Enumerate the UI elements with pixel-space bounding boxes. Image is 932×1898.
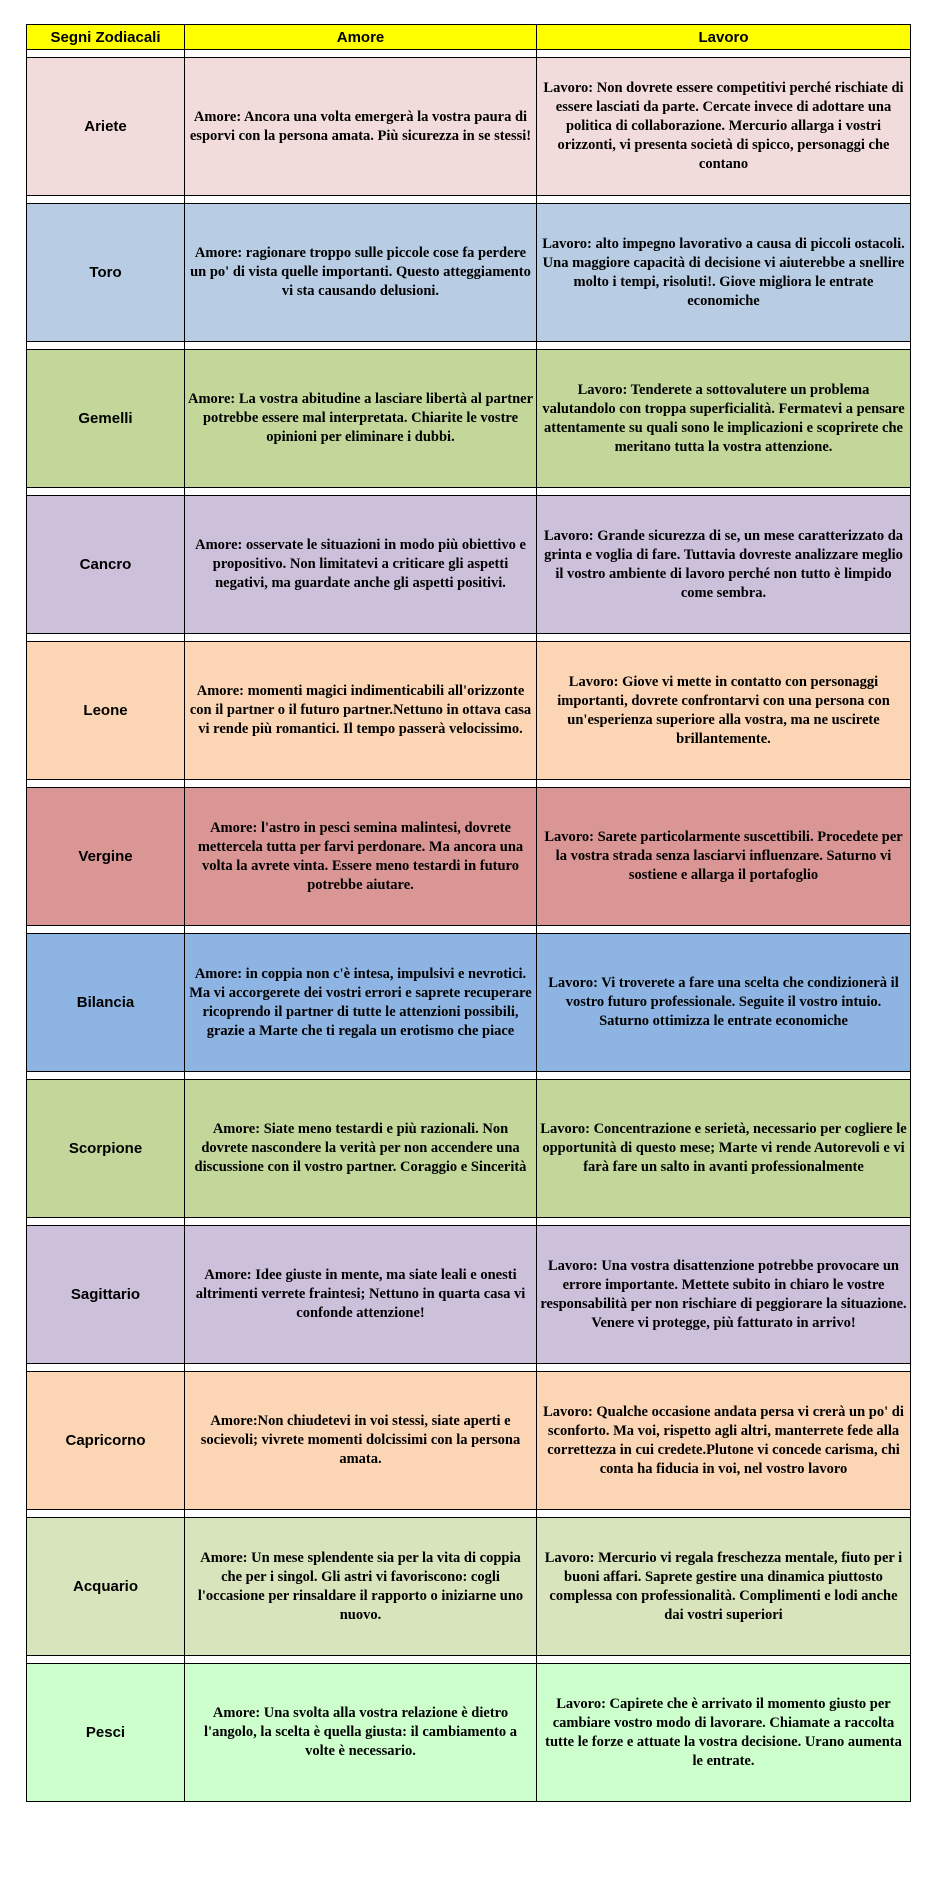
- spacer-cell: [27, 342, 185, 350]
- spacer-cell: [185, 634, 537, 642]
- spacer-cell: [537, 1218, 911, 1226]
- sign-name: Toro: [27, 204, 185, 342]
- lavoro-text: Lavoro: Tenderete a sottovalutere un problema valutandolo con troppa superficialità. Fermatevi a pensare attentamente su quali sono le implicazioni e scoprirete che meritano tutta la vostra attenzione.: [537, 350, 911, 488]
- spacer-row: [27, 1364, 911, 1372]
- horoscope-table-container: [26, 24, 910, 1802]
- spacer-cell: [537, 1364, 911, 1372]
- sign-name: Gemelli: [27, 350, 185, 488]
- sign-name: Leone: [27, 642, 185, 780]
- spacer-cell: [185, 1364, 537, 1372]
- spacer-cell: [185, 50, 537, 58]
- sign-row: [27, 1080, 911, 1218]
- sign-row: [27, 204, 911, 342]
- spacer-row: [27, 1218, 911, 1226]
- sign-row: [27, 350, 911, 488]
- spacer-cell: [185, 780, 537, 788]
- sign-row: [27, 1664, 911, 1802]
- amore-text: Amore: momenti magici indimenticabili all'orizzonte con il partner o il futuro partner.Nettuno in ottava casa vi rende più romantici. Il tempo passerà velocissimo.: [185, 642, 537, 780]
- lavoro-text: Lavoro: Capirete che è arrivato il momento giusto per cambiare vostro modo di lavorare. Chiamate a raccolta tutte le forze e attuate la vostra decisione. Urano aumenta le entrate.: [537, 1664, 911, 1802]
- amore-text: Amore: in coppia non c'è intesa, impulsivi e nevrotici. Ma vi accorgerete dei vostri errori e saprete recuperare ricoprendo il partner di tutte le attenzioni possibili, grazie a Marte che ti regala un erotismo che piace: [185, 934, 537, 1072]
- spacer-row: [27, 342, 911, 350]
- spacer-cell: [27, 1656, 185, 1664]
- amore-text: Amore: Siate meno testardi e più razionali. Non dovrete nascondere la verità per non accendere una discussione con il vostro partner. Coraggio e Sincerità: [185, 1080, 537, 1218]
- amore-text: Amore: l'astro in pesci semina malintesi, dovrete mettercela tutta per farvi perdonare. Ma ancora una volta la avrete vinta. Essere meno testardi in futuro potrebbe aiutare.: [185, 788, 537, 926]
- spacer-row: [27, 1510, 911, 1518]
- spacer-row: [27, 196, 911, 204]
- lavoro-text: Lavoro: Vi troverete a fare una scelta che condizionerà il vostro futuro professionale. Seguite il vostro intuio. Saturno ottimizza le entrate economiche: [537, 934, 911, 1072]
- spacer-cell: [27, 1510, 185, 1518]
- amore-text: Amore:Non chiudetevi in voi stessi, siate aperti e socievoli; vivrete momenti dolcissimi con la persona amata.: [185, 1372, 537, 1510]
- spacer-cell: [537, 1656, 911, 1664]
- sign-name: Ariete: [27, 58, 185, 196]
- horoscope-table: [26, 24, 911, 1802]
- sign-name: Sagittario: [27, 1226, 185, 1364]
- amore-text: Amore: osservate le situazioni in modo più obiettivo e propositivo. Non limitatevi a criticare gli aspetti negativi, ma guardate anche gli aspetti positivi.: [185, 496, 537, 634]
- sign-row: [27, 1372, 911, 1510]
- sign-row: [27, 642, 911, 780]
- sign-name: Vergine: [27, 788, 185, 926]
- spacer-row: [27, 488, 911, 496]
- spacer-row: [27, 780, 911, 788]
- sign-name: Acquario: [27, 1518, 185, 1656]
- spacer-cell: [27, 1072, 185, 1080]
- spacer-cell: [537, 634, 911, 642]
- sign-name: Scorpione: [27, 1080, 185, 1218]
- spacer-row: [27, 1656, 911, 1664]
- sign-row: [27, 1226, 911, 1364]
- spacer-row: [27, 1072, 911, 1080]
- lavoro-text: Lavoro: Concentrazione e serietà, necessario per cogliere le opportunità di questo mese; Marte vi rende Autorevoli e vi farà fare un salto in avanti professionalmente: [537, 1080, 911, 1218]
- header-signs: Segni Zodiacali: [27, 25, 185, 50]
- sign-name: Bilancia: [27, 934, 185, 1072]
- spacer-cell: [185, 1218, 537, 1226]
- sign-row: [27, 1518, 911, 1656]
- amore-text: Amore: Idee giuste in mente, ma siate leali e onesti altrimenti verrete fraintesi; Nettuno in quarta casa vi confonde attenzione!: [185, 1226, 537, 1364]
- lavoro-text: Lavoro: Non dovrete essere competitivi perché rischiate di essere lasciati da parte. Cercate invece di adottare una politica di collaborazione. Mercurio allarga i vostri orizzonti, vi presenta società di spicco, personaggi che contano: [537, 58, 911, 196]
- spacer-cell: [537, 1510, 911, 1518]
- lavoro-text: Lavoro: Mercurio vi regala freschezza mentale, fiuto per i buoni affari. Saprete gestire una dinamica piuttosto complessa con professionalità. Complimenti e lodi anche dai vostri superiori: [537, 1518, 911, 1656]
- horoscope-body: [27, 50, 911, 1802]
- spacer-cell: [185, 926, 537, 934]
- header-row: [27, 25, 911, 50]
- spacer-cell: [185, 1656, 537, 1664]
- spacer-cell: [27, 1218, 185, 1226]
- spacer-cell: [185, 488, 537, 496]
- spacer-cell: [537, 50, 911, 58]
- sign-name: Pesci: [27, 1664, 185, 1802]
- spacer-cell: [185, 1510, 537, 1518]
- lavoro-text: Lavoro: Sarete particolarmente suscettibili. Procedete per la vostra strada senza lasciarvi influenzare. Saturno vi sostiene e allarga il portafoglio: [537, 788, 911, 926]
- spacer-row: [27, 926, 911, 934]
- header-amore: Amore: [185, 25, 537, 50]
- lavoro-text: Lavoro: Grande sicurezza di se, un mese caratterizzato da grinta e voglia di fare. Tuttavia dovreste analizzare meglio il vostro ambiente di lavoro perché non tutto è limpido come sembra.: [537, 496, 911, 634]
- spacer-cell: [27, 488, 185, 496]
- sign-name: Cancro: [27, 496, 185, 634]
- spacer-row: [27, 50, 911, 58]
- sign-name: Capricorno: [27, 1372, 185, 1510]
- spacer-cell: [27, 634, 185, 642]
- spacer-cell: [185, 1072, 537, 1080]
- spacer-cell: [27, 1364, 185, 1372]
- sign-row: [27, 58, 911, 196]
- spacer-cell: [537, 488, 911, 496]
- header-lavoro: Lavoro: [537, 25, 911, 50]
- lavoro-text: Lavoro: Una vostra disattenzione potrebbe provocare un errore importante. Mettete subito in chiaro le vostre responsabilità per non rischiare di peggiorare la situazione. Venere vi protegge, più fatturato in arrivo!: [537, 1226, 911, 1364]
- spacer-cell: [537, 1072, 911, 1080]
- amore-text: Amore: Una svolta alla vostra relazione è dietro l'angolo, la scelta è quella giusta: il cambiamento a volte è necessario.: [185, 1664, 537, 1802]
- amore-text: Amore: La vostra abitudine a lasciare libertà al partner potrebbe essere mal interpretata. Chiarite le vostre opinioni per eliminare i dubbi.: [185, 350, 537, 488]
- sign-row: [27, 496, 911, 634]
- lavoro-text: Lavoro: alto impegno lavorativo a causa di piccoli ostacoli. Una maggiore capacità di decisione vi aiuterebbe a snellire molto i tempi, risoluti!. Giove migliora le entrate economiche: [537, 204, 911, 342]
- spacer-cell: [537, 196, 911, 204]
- sign-row: [27, 934, 911, 1072]
- lavoro-text: Lavoro: Giove vi mette in contatto con personaggi importanti, dovrete confrontarvi con una persona con un'esperienza superiore alla vostra, ma ne uscirete brillantemente.: [537, 642, 911, 780]
- lavoro-text: Lavoro: Qualche occasione andata persa vi crerà un po' di sconforto. Ma voi, rispetto agli altri, manterrete fede alla correttezza in cui credete.Plutone vi concede carisma, chi conta ha fiducia in voi, nel vostro lavoro: [537, 1372, 911, 1510]
- spacer-cell: [185, 196, 537, 204]
- spacer-cell: [27, 780, 185, 788]
- spacer-cell: [27, 196, 185, 204]
- sign-row: [27, 788, 911, 926]
- spacer-cell: [537, 780, 911, 788]
- spacer-cell: [27, 50, 185, 58]
- spacer-cell: [537, 342, 911, 350]
- spacer-row: [27, 634, 911, 642]
- amore-text: Amore: Un mese splendente sia per la vita di coppia che per i singol. Gli astri vi favoriscono: cogli l'occasione per rinsaldare il rapporto o iniziarne uno nuovo.: [185, 1518, 537, 1656]
- amore-text: Amore: Ancora una volta emergerà la vostra paura di esporvi con la persona amata. Più sicurezza in se stessi!: [185, 58, 537, 196]
- spacer-cell: [537, 926, 911, 934]
- spacer-cell: [185, 342, 537, 350]
- amore-text: Amore: ragionare troppo sulle piccole cose fa perdere un po' di vista quelle importanti. Questo atteggiamento vi sta causando delusioni.: [185, 204, 537, 342]
- spacer-cell: [27, 926, 185, 934]
